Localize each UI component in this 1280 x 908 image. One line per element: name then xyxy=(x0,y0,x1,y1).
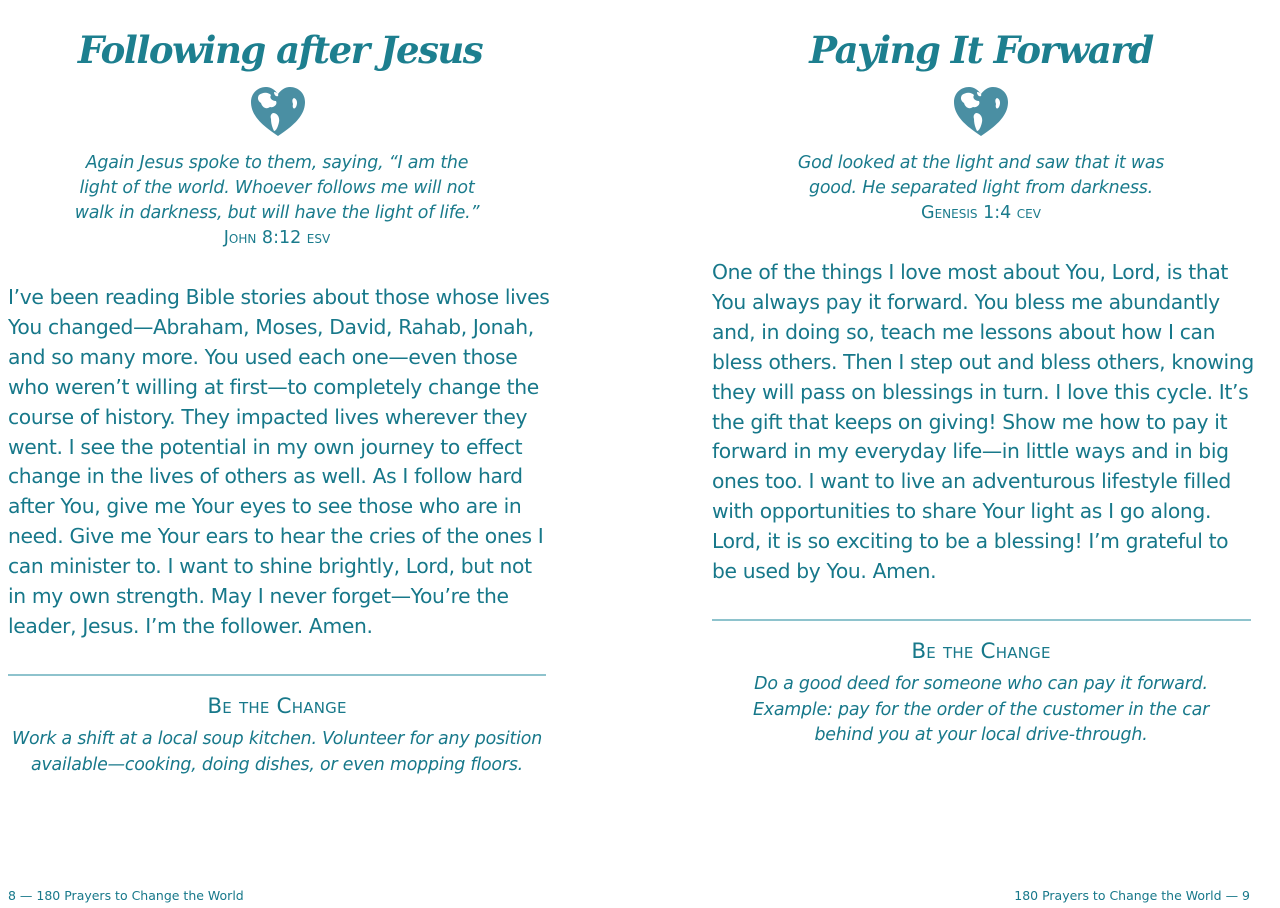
right-page xyxy=(704,0,1264,908)
prayer-line: went. I see the potential in my own journey to effect xyxy=(8,434,523,459)
prayer-line: bless others. Then I step out and bless others, knowing xyxy=(712,349,1254,374)
prayer-line: the gift that keeps on giving! Show me how to pay it xyxy=(712,409,1228,434)
prayer-line: with opportunities to share Your light as I go along. xyxy=(712,499,1212,524)
section-divider xyxy=(712,619,1251,621)
verse-line: good. He separated light from darkness. xyxy=(808,178,1153,198)
be-the-change-line: Example: pay for the order of the customer in the car xyxy=(752,699,1210,720)
verse-line: Again Jesus spoke to them, saying, “I am the xyxy=(85,153,469,173)
be-the-change-line: available—cooking, doing dishes, or even mopping floors. xyxy=(30,754,524,775)
page-title: Following after Jesus xyxy=(77,28,483,72)
page-footer: 8 — 180 Prayers to Change the World xyxy=(8,888,244,903)
prayer-line: You changed—Abraham, Moses, David, Rahab, Jonah, xyxy=(8,314,534,339)
be-the-change-line: Work a shift at a local soup kitchen. Volunteer for any position xyxy=(11,729,543,749)
prayer-line: I’ve been reading Bible stories about those whose lives xyxy=(8,285,550,309)
left-page xyxy=(0,0,560,908)
verse-line: light of the world. Whoever follows me will not xyxy=(79,178,475,198)
prayer-line: You always pay it forward. You bless me abundantly xyxy=(712,289,1220,314)
prayer-line: course of history. They impacted lives wherever they xyxy=(8,404,528,429)
prayer-line: ones too. I want to live an adventurous lifestyle filled xyxy=(712,469,1231,494)
verse-line: walk in darkness, but will have the light of life.” xyxy=(74,203,480,223)
section-divider xyxy=(8,674,546,676)
be-the-change-heading: Be the Change xyxy=(911,639,1051,664)
prayer-line: Lord, it is so exciting to be a blessing! I’m grateful to xyxy=(712,529,1229,554)
prayer-line: and, in doing so, teach me lessons about how I can xyxy=(712,319,1216,344)
prayer-line: after You, give me Your eyes to see those who are in xyxy=(8,494,522,519)
prayer-line: in my own strength. May I never forget—You’re the xyxy=(8,584,509,609)
be-the-change-line: behind you at your local drive-through. xyxy=(814,725,1148,745)
verse-reference: John 8:12 esv xyxy=(223,228,331,248)
prayer-line: change in the lives of others as well. As I follow hard xyxy=(8,464,523,489)
prayer-line: leader, Jesus. I’m the follower. Amen. xyxy=(8,613,373,638)
be-the-change-text xyxy=(0,727,554,778)
be-the-change-line: Do a good deed for someone who can pay it forward. xyxy=(754,674,1208,694)
heart-globe-icon xyxy=(249,86,307,138)
prayer-line: and so many more. You used each one—even those xyxy=(8,344,518,369)
prayer-text xyxy=(712,258,1254,587)
prayer-line: One of the things I love most about You, Lord, is that xyxy=(712,260,1229,284)
prayer-line: need. Give me Your ears to hear the cries of the ones I xyxy=(8,524,544,549)
page-footer: 180 Prayers to Change the World — 9 xyxy=(1014,888,1250,903)
page-title: Paying It Forward xyxy=(809,28,1153,72)
be-the-change-heading: Be the Change xyxy=(207,694,347,719)
heart-globe-icon xyxy=(952,86,1010,138)
prayer-text xyxy=(8,283,549,642)
prayer-line: they will pass on blessings in turn. I love this cycle. It’s xyxy=(712,379,1249,404)
scripture-verse xyxy=(0,151,554,251)
be-the-change-text xyxy=(704,672,1258,749)
prayer-line: can minister to. I want to shine brightly, Lord, but not xyxy=(8,554,532,579)
prayer-line: who weren’t willing at first—to completely change the xyxy=(8,374,539,399)
prayer-line: be used by You. Amen. xyxy=(712,559,937,584)
verse-reference: Genesis 1:4 cev xyxy=(921,203,1041,223)
verse-line: God looked at the light and saw that it was xyxy=(797,153,1165,173)
prayer-line: forward in my everyday life—in little ways and in big xyxy=(712,439,1229,464)
scripture-verse xyxy=(704,151,1258,226)
